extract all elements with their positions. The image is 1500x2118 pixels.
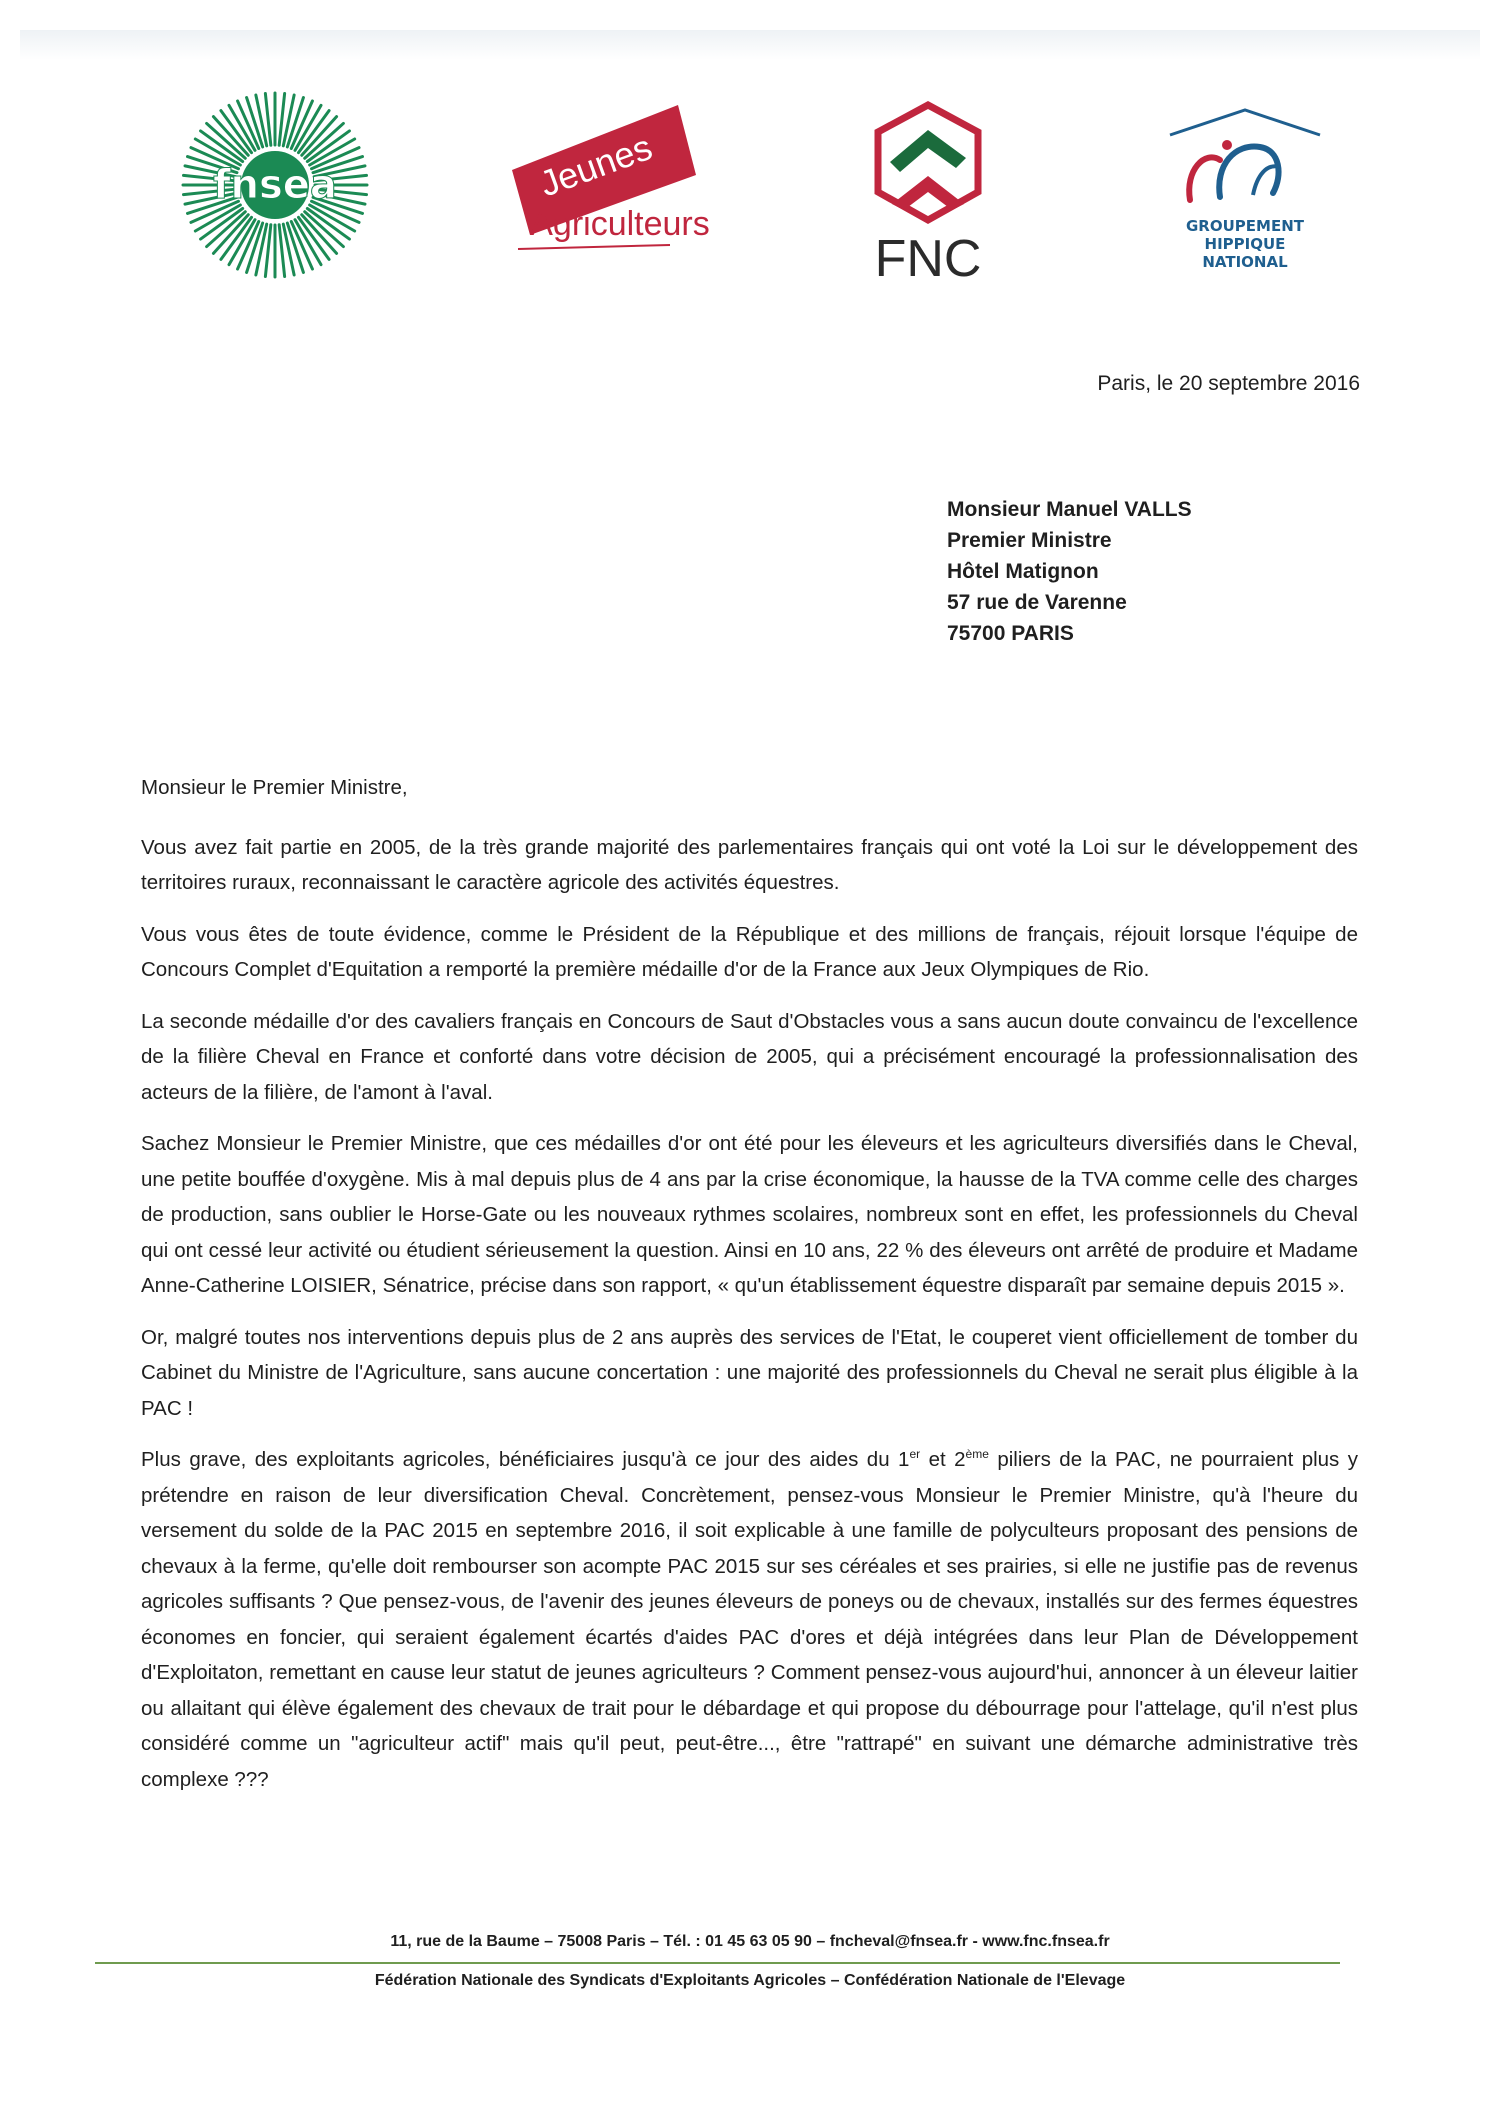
ja-logo-line1: Jeunes xyxy=(534,126,658,205)
ghn-logo-line: NATIONAL xyxy=(1202,253,1288,271)
addressee-line: 57 rue de Varenne xyxy=(947,591,1127,614)
superscript: er xyxy=(909,1447,921,1462)
addressee-block xyxy=(947,494,1192,649)
fnsea-logo-text: fnsea xyxy=(213,162,337,208)
ghn-logo-line: GROUPEMENT xyxy=(1186,217,1304,235)
fnc-logo-text: FNC xyxy=(874,230,982,285)
addressee-line: Monsieur Manuel VALLS xyxy=(947,498,1192,521)
superscript: ème xyxy=(965,1447,989,1462)
fnc-logo xyxy=(868,100,988,285)
letter-date: Paris, le 20 septembre 2016 xyxy=(1097,372,1360,395)
footer-address: 11, rue de la Baume – 75008 Paris – Tél. : 01 45 63 05 90 – fncheval@fnsea.fr - www.fnc.fnsea.fr xyxy=(390,1933,1110,1950)
text-run: et 2 xyxy=(920,1448,966,1471)
letter-body xyxy=(141,770,1358,1813)
jeunes-agriculteurs-logo xyxy=(500,95,730,275)
horse-jump-icon xyxy=(1165,105,1325,215)
sunburst-icon xyxy=(180,90,370,280)
footer-divider xyxy=(95,1962,1340,1964)
scan-top-shading xyxy=(20,30,1480,60)
salutation: Monsieur le Premier Ministre, xyxy=(141,776,408,799)
fnsea-logo xyxy=(180,90,370,280)
paragraph: La seconde médaille d'or des cavaliers français en Concours de Saut d'Obstacles vous a sans aucun doute convaincu de l'excellence de la filière Cheval en France et conforté dans votre décision de 2005, qui a précisément encouragé la professionnalisation des acteurs de la filière, de l'amont à l'aval. xyxy=(141,1009,1358,1104)
footer-organisations: Fédération Nationale des Syndicats d'Exploitants Agricoles – Confédération Nationale de l'Elevage xyxy=(374,1972,1126,1989)
paragraph: Vous avez fait partie en 2005, de la très grande majorité des parlementaires français qui ont voté la Loi sur le développement des territoires ruraux, reconnaissant le caractère agricole des activités équestres. xyxy=(141,835,1358,894)
text-run: Plus grave, des exploitants agricoles, bénéficiaires jusqu'à ce jour des aides du 1 xyxy=(141,1448,910,1471)
ja-logo-line2: Agriculteurs xyxy=(530,205,710,243)
paragraph-last xyxy=(141,1442,1358,1797)
paragraph: Sachez Monsieur le Premier Ministre, que ces médailles d'or ont été pour les éleveurs et les agriculteurs diversifiés dans le Cheval, une petite bouffée d'oxygène. Mis à mal depuis plus de 4 ans par la crise économique, la hausse de la TVA comme celle des charges de production, sans oublier le Horse-Gate ou les nouveaux rythmes scolaires, nombreux sont en effet, les professionnels du Cheval qui ont cessé leur activité ou étudient sérieusement la question. Ainsi en 10 ans, 22 % des éleveurs ont arrêté de produire et Madame Anne-Catherine LOISIER, Sénatrice, précise dans son rapport, « qu'un établissement équestre disparaît par semaine depuis 2015 ». xyxy=(141,1132,1358,1297)
groupement-hippique-national-logo xyxy=(1165,105,1325,275)
addressee-line: 75700 PARIS xyxy=(947,622,1074,645)
paragraph: Or, malgré toutes nos interventions depuis plus de 2 ans auprès des services de l'Etat, le couperet vient officiellement de tomber du Cabinet du Ministre de l'Agriculture, sans aucune concertation : une majorité des professionnels du Cheval ne serait plus éligible à la PAC ! xyxy=(141,1325,1358,1420)
paragraph: Vous vous êtes de toute évidence, comme le Président de la République et des millions de français, réjouit lorsque l'équipe de Concours Complet d'Equitation a remporté la première médaille d'or de la France aux Jeux Olympiques de Rio. xyxy=(141,922,1358,981)
addressee-line: Premier Ministre xyxy=(947,529,1112,552)
ghn-logo-text xyxy=(1165,217,1325,271)
text-run: piliers de la PAC, ne pourraient plus y prétendre en raison de leur diversification Cheval. Concrètement, pensez-vous Monsieur le Premier Ministre, qu'à l'heure du versement du solde de la PAC 2015 en septembre 2016, il soit explicable à une famille de polyculteurs proposant des pensions de chevaux à la ferme, qu'elle doit rembourser son acompte PAC 2015 sur ses céréales et ses prairies, si elle ne justifie pas de revenus agricoles suffisants ? Que pensez-vous, de l'avenir des jeunes éleveurs de poneys ou de chevaux, installés sur des fermes équestres économes en foncier, qui seraient également écartés d'aides PAC d'ores et déjà intégrées dans leur Plan de Développement d'Exploitaton, remettant en cause leur statut de jeunes agriculteurs ? Comment pensez-vous aujourd'hui, annoncer à un éleveur laitier ou allaitant qui élève également des chevaux de trait pour le débardage et qui propose du débourrage pour l'attelage, qu'il n'est plus considéré comme un "agriculteur actif" mais qu'il peut, peut-être..., être "rattrapé" en suivant une démarche administrative très complexe ??? xyxy=(141,1448,1358,1791)
addressee-line: Hôtel Matignon xyxy=(947,560,1099,583)
ghn-logo-line: HIPPIQUE xyxy=(1204,235,1286,253)
